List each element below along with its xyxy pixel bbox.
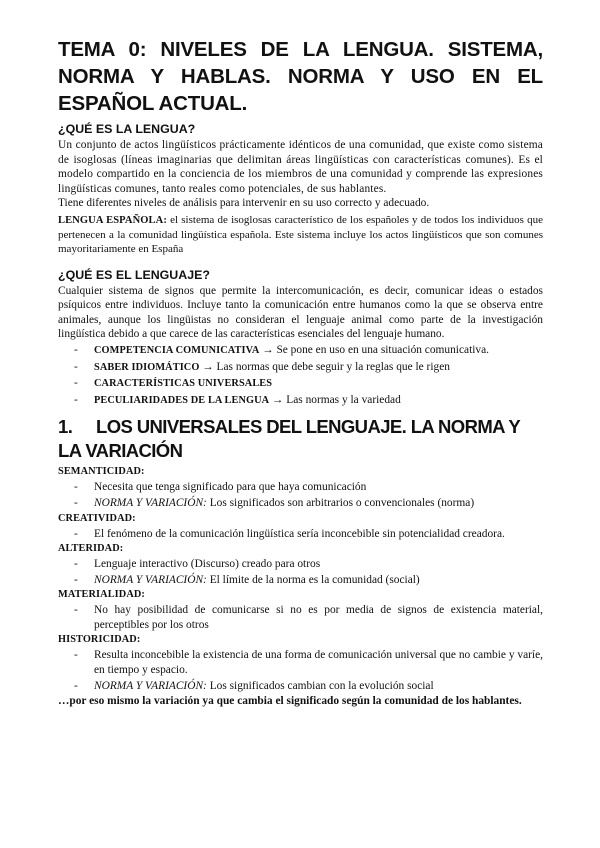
section-heading-text: LOS UNIVERSALES DEL LENGUAJE. LA NORMA Y LA VARIACIÓN xyxy=(58,416,520,462)
list-item xyxy=(58,527,543,542)
list-item-em: NORMA Y VARIACIÓN: xyxy=(94,679,207,692)
heading-lenguaje: ¿QUÉ ES EL LENGUAJE? xyxy=(58,267,210,282)
list-item xyxy=(58,376,543,392)
list-item-term: PECULIARIDADES DE LA LENGUA xyxy=(94,394,270,406)
list-item-text: Los significados son arbitrarios o convencionales (norma) xyxy=(206,496,475,509)
label-semanticidad: SEMANTICIDAD: xyxy=(58,466,145,478)
list-item-term: COMPETENCIA COMUNICATIVA xyxy=(94,344,260,356)
list-item xyxy=(58,343,543,359)
definition-text: el sistema de isoglosas característico de los españoles y de todos los individuos que pertenecen a la comunidad lingüística española. Este sistema incluye los actos lingüísticos que son comunes mayoritariamente en España xyxy=(58,213,543,256)
section-heading-universales xyxy=(58,415,543,463)
paragraph-lenguaje: Cualquier sistema de signos que permite la intercomunicación, es decir, comunicar ideas o estados psíquicos entre individuos. Incluye tanto la comunicación entre humanos como la que se observa entre animales, aunque los lingüistas no consideran el lenguaje animal como parte de la investigación lingüística debido a que carece de las características esenciales del lenguaje humano. xyxy=(58,284,543,341)
list-item xyxy=(58,360,543,376)
list-item-em: NORMA Y VARIACIÓN: xyxy=(94,496,207,509)
document-title: TEMA 0: NIVELES DE LA LENGUA. SISTEMA, NORMA Y HABLAS. NORMA Y USO EN EL ESPAÑOL ACTUAL. xyxy=(58,38,543,115)
list-item xyxy=(58,393,543,409)
label-historicidad: HISTORICIDAD: xyxy=(58,634,141,646)
list-item xyxy=(58,496,543,511)
list-item-text: Los significados cambian con la evolución social xyxy=(206,679,434,692)
list-item xyxy=(58,648,543,677)
list-item-text: No hay posibilidad de comunicarse si no es por media de signos de existencia material, perceptibles por los otros xyxy=(94,604,543,631)
alteridad-list xyxy=(58,557,543,587)
label-alteridad: ALTERIDAD: xyxy=(58,543,124,555)
materialidad-list xyxy=(58,603,543,632)
list-item-text: → Se pone en uso en una situación comunicativa. xyxy=(259,343,490,356)
definition-lengua-espanola xyxy=(58,213,543,257)
label-creatividad: CREATIVIDAD: xyxy=(58,512,136,524)
list-item xyxy=(58,679,543,694)
creatividad-list xyxy=(58,527,543,542)
lenguaje-list xyxy=(58,343,543,408)
list-item-text: Resulta inconcebible la existencia de una forma de comunicación universal que no cambie y varíe, en tiempo y espacio. xyxy=(94,649,543,677)
list-item-term: CARACTERÍSTICAS UNIVERSALES xyxy=(94,378,273,390)
list-item-text: El límite de la norma es la comunidad (social) xyxy=(206,573,420,586)
closing-statement: …por eso mismo la variación ya que cambia el significado según la comunidad de los hablantes. xyxy=(58,695,522,708)
list-item-text: El fenómeno de la comunicación lingüística sería inconcebible sin potencialidad creadora. xyxy=(94,527,505,540)
list-item-em: NORMA Y VARIACIÓN: xyxy=(94,573,207,586)
label-materialidad: MATERIALIDAD: xyxy=(58,589,145,601)
historicidad-list xyxy=(58,648,543,693)
list-item xyxy=(58,557,543,572)
paragraph-lengua: Un conjunto de actos lingüísticos prácticamente idénticos de una comunidad, que existe como sistema de isoglosas (líneas imaginarias que delimitan áreas lingüísticas con características comunes). Es el modelo compartido en la conciencia de los miembros de una comunidad y comprende las expresiones lingüísticas comunes, tanto reales como potenciales, de sus hablantes. xyxy=(58,139,543,195)
list-item-text: Necesita que tenga significado para que haya comunicación xyxy=(94,481,367,494)
list-item xyxy=(58,480,543,495)
definition-term: LENGUA ESPAÑOLA: xyxy=(58,214,167,226)
section-number: 1. xyxy=(58,416,73,438)
semanticidad-list xyxy=(58,480,543,510)
list-item-text: → Las normas que debe seguir y la reglas que le rigen xyxy=(199,360,450,373)
list-item xyxy=(58,573,543,588)
list-item xyxy=(58,603,543,632)
paragraph-levels: Tiene diferentes niveles de análisis para intervenir en su uso correcto y adecuado. xyxy=(58,197,430,210)
list-item-text: Lenguaje interactivo (Discurso) creado para otros xyxy=(94,558,321,571)
list-item-term: SABER IDIOMÁTICO xyxy=(94,361,200,373)
list-item-text: → Las normas y la variedad xyxy=(269,393,401,406)
heading-lengua: ¿QUÉ ES LA LENGUA? xyxy=(58,122,196,136)
